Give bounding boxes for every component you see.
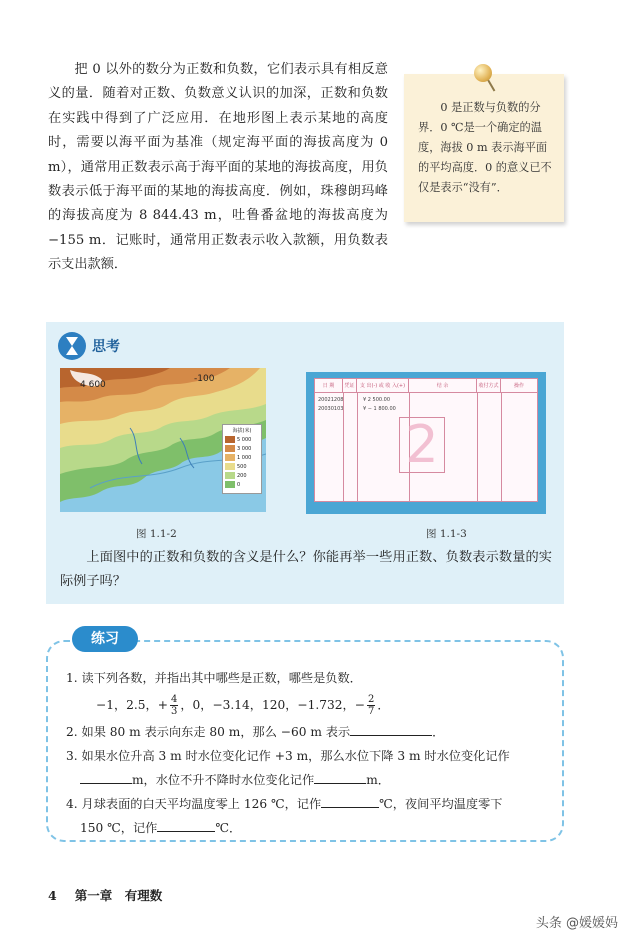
map-legend-row: 5 000 [225,435,259,444]
map-legend-row: 500 [225,462,259,471]
ledger-row-date: 20021208 [318,397,344,403]
map-legend-row: 3 000 [225,444,259,453]
map-legend [222,424,262,494]
think-section [46,322,564,604]
page-footer [48,886,162,904]
ledger-row-amount: ¥ − 1 800.00 [363,406,396,412]
answer-blank[interactable] [157,818,215,832]
ledger-row-amount: ¥ 2 500.00 [363,397,391,403]
ledger-header [315,379,537,393]
ledger-header-cell: 收付方式 [477,379,501,392]
exercise-item-1-numbers: −1，2.5，+ $\frac{4}{3}$ ，0，−3.14，120，−1.732，− $\frac{2}{7}$ ． [96,694,390,717]
map-legend-title: 海拔(米) [232,428,252,434]
exercise-item-2: 2. 如果 80 m 表示向东走 80 m，那么 −60 m 表示 ． [66,720,556,744]
answer-blank[interactable] [321,794,379,808]
fraction-two-sevenths: $\frac{2}{7}$ [367,694,375,717]
side-note [404,74,564,222]
exercise-item-1: 1. 读下列各数，并指出其中哪些是正数，哪些是负数． [66,671,362,685]
bank-ledger-figure [306,372,546,514]
ledger-header-cell: 凭证 [343,379,357,392]
exercise-item-4: 4. 月球表面的白天平均温度零上 126 ℃，记作 ℃，夜间平均温度零下 [66,792,556,816]
intro-paragraph: 把 0 以外的数分为正数和负数，它们表示具有相反意义的量．随着对正数、负数意义认识的加深，正数和负数在实践中得到了广泛应用．在地形图上表示某地的高度时，需要以海平面为基准（规定海平面的海拔高度为 0 m），通常用正数表示高于海平面的某地的海拔高度，用负数表示低于海平面的某地的海拔高度．例如，珠穆朗玛峰的海拔高度为 8 844.43 m，吐鲁番盆地的海拔高度为 −155 m．记账时，通常用正数表示收入款额，用负数表示支出款额． [48,62,388,273]
map-legend-row: 200 [225,471,259,480]
answer-blank[interactable] [314,770,366,784]
map-label-peak: 4 600 [80,380,106,390]
side-note-text: 0 是正数与负数的分界．0 ℃是一个确定的温度，海拔 0 m 表示海平面的平均高度．0 的意义已不仅是表示“没有”． [418,101,552,194]
exercise-item-4-cont: 150 ℃，记作 ℃． [66,816,556,840]
think-question: 上面图中的正数和负数的含义是什么？你能再举一些用正数、负数表示数量的实际例子吗？ [60,550,552,589]
intro-text [48,58,388,278]
ledger-header-cell: 操作 [513,383,524,389]
ledger-header-cell: 结 余 [409,379,477,392]
ledger-page [314,378,538,502]
figure-caption-left: 图 1.1-2 [136,528,177,540]
hourglass-icon [58,332,86,360]
map-legend-row: 0 [225,480,259,489]
exercise-list [66,666,556,840]
pushpin-icon [474,64,492,82]
exercise-tag: 练习 [72,626,138,652]
figure-caption-right: 图 1.1-3 [426,528,467,540]
page-number: 4 [48,888,57,903]
watermark: 头条 @媛媛妈 [535,916,618,931]
chapter-title: 第一章 有理数 [74,888,163,903]
answer-blank[interactable] [350,722,432,736]
think-title: 思考 [92,339,120,355]
topographic-map-figure [60,368,266,512]
fraction-four-thirds: $\frac{4}{3}$ [170,694,178,717]
exercise-item-3: 3. 如果水位升高 3 m 时水位变化记作 +3 m，那么水位下降 3 m 时水位变化记作 [66,749,510,763]
ledger-page-number: 2 [399,417,445,473]
exercise-item-3-cont: m，水位不升不降时水位变化记作 m． [66,768,556,792]
ledger-row-date: 20030103 [318,406,344,412]
map-label-low: -100 [194,374,215,384]
ledger-header-cell: 支 出(-) 或 收 入(+) [357,379,409,392]
answer-blank[interactable] [80,770,132,784]
map-legend-row: 1 000 [225,453,259,462]
ledger-header-cell: 日 期 [315,379,343,392]
